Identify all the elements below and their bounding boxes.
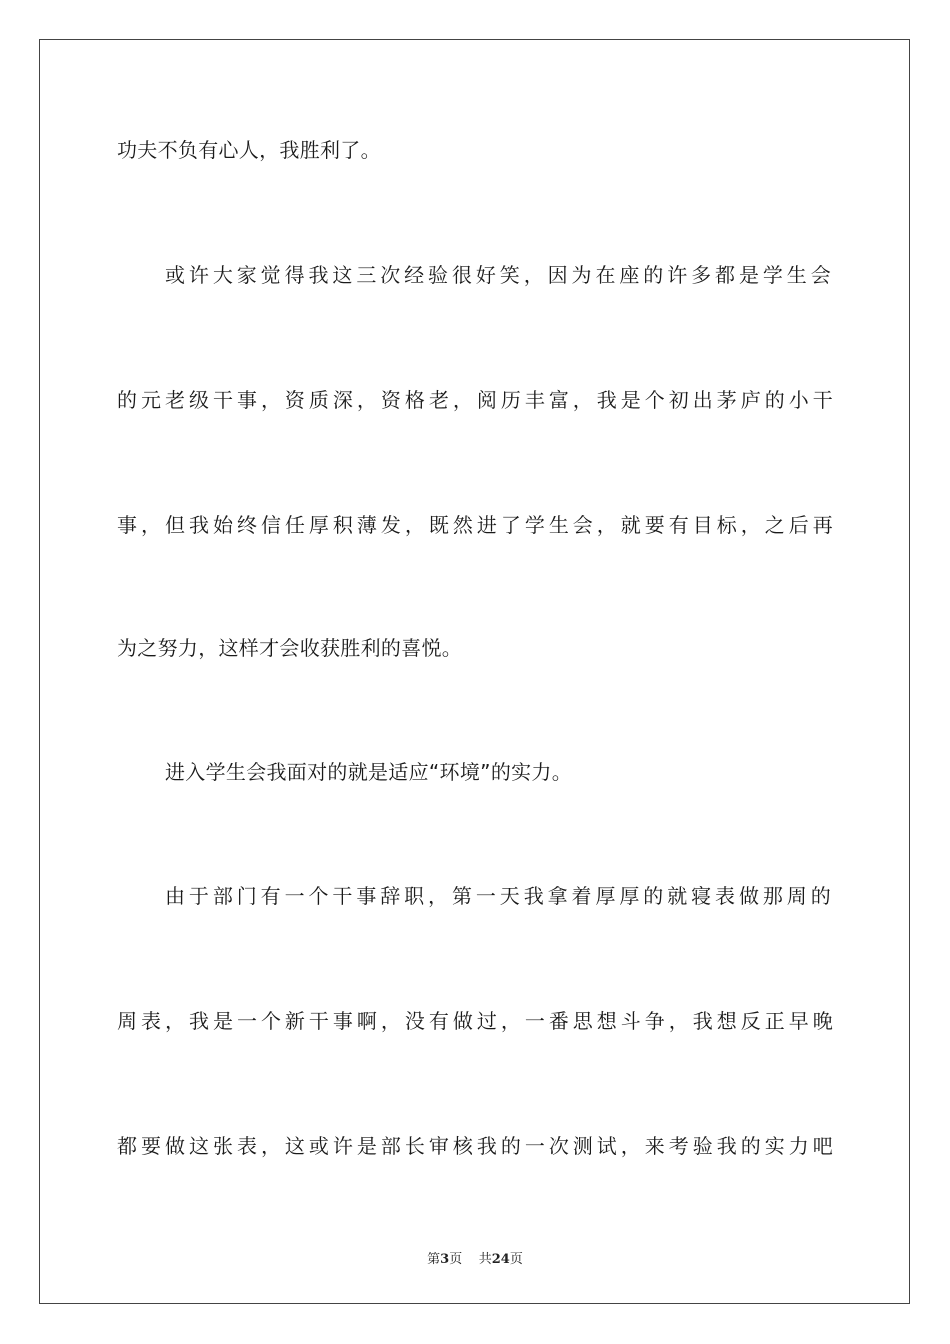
total-pages: 24	[491, 1252, 510, 1267]
paragraph-line-6: 进入学生会我面对的就是适应“环境”的实力。	[165, 760, 573, 784]
paragraph-line-7: 由于部门有一个干事辞职，第一天我拿着厚厚的就寝表做那周的	[165, 884, 831, 908]
paragraph-line-3: 的元老级干事，资质深，资格老，阅历丰富，我是个初出茅庐的小干	[117, 388, 833, 412]
paragraph-line-2: 或许大家觉得我这三次经验很好笑，因为在座的许多都是学生会	[165, 263, 831, 287]
paragraph-line-1: 功夫不负有心人，我胜利了。	[117, 138, 381, 162]
page-suffix: 页	[449, 1252, 463, 1267]
page-footer	[0, 1248, 950, 1267]
paragraph-line-9: 都要做这张表，这或许是部长审核我的一次测试，来考验我的实力吧	[117, 1134, 833, 1158]
page-prefix: 第	[427, 1252, 441, 1267]
paragraph-line-5: 为之努力，这样才会收获胜利的喜悦。	[117, 636, 463, 660]
paragraph-line-8: 周表，我是一个新干事啊，没有做过，一番思想斗争，我想反正早晚	[117, 1009, 833, 1033]
page-border	[39, 39, 910, 1304]
total-suffix: 页	[509, 1252, 523, 1267]
page-number: 3	[440, 1252, 450, 1267]
total-prefix: 共	[478, 1252, 492, 1267]
paragraph-line-4: 事，但我始终信任厚积薄发，既然进了学生会，就要有目标，之后再	[117, 513, 833, 537]
